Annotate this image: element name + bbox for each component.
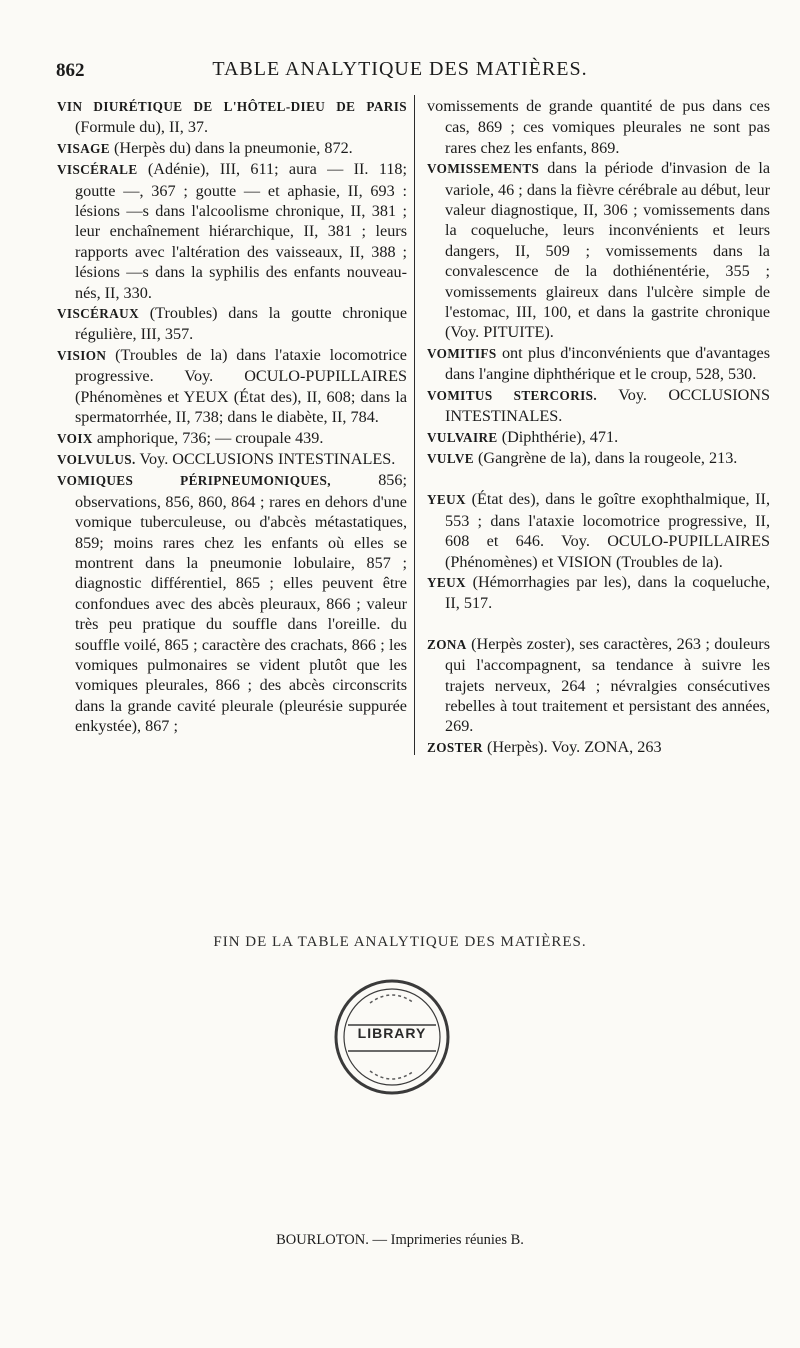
entry-text: (Adénie), III, 611; aura — II. 118; goutte —, 367 ; goutte — et aphasie, II, 693 : lésions —s dans l'alcoolisme chronique, II, 381 ; leur enchaînement hiérarchique, II, 381 ; leurs rapports avec l'altération des vaisseaux, II, 388 ; lésions —s dans la syphilis des enfants nouveau-nés, II, 330. [75,160,407,302]
entry-keyword: VOMITUS STERCORIS. [427,387,598,403]
entry-keyword: VOIX [57,430,93,446]
index-entry [427,489,770,572]
library-stamp [330,975,454,1099]
entry-keyword: VISCÉRALE [57,162,138,178]
index-entry [57,470,407,736]
index-entry [57,96,407,138]
entry-keyword: VOMITIFS [427,345,497,361]
entry-keyword: VISION [57,347,107,363]
entry-text: (Herpès). Voy. ZONA, 263 [482,737,662,756]
entry-text: (Formule du), II, 37. [75,118,209,137]
entry-keyword: VOLVULUS. [57,451,136,467]
entry-keyword: VISAGE [57,140,110,156]
entry-keyword: VISCÉRAUX [57,306,140,322]
entry-text: (Herpès du) dans la pneumonie, 872. [109,138,353,157]
entry-keyword: YEUX [427,574,466,590]
entry-text: (Herpès zoster), ses caractères, 263 ; douleurs qui l'accompagnent, sa tendance à suivre les trajets nerveux, 264 ; névralgies consécutives rebelles à tout traitement et persistant des années, 269. [445,634,770,736]
index-entry [427,448,770,469]
entry-text: (Gangrène de la), dans la rougeole, 213. [473,448,738,467]
entry-keyword: VOMIQUES PÉRIPNEUMONIQUES, [57,473,331,489]
entry-text: 856; observations, 856, 860, 864 ; rares en dehors d'une vomique tuberculeuse, ou d'abcès métastatiques, 859; moins rares chez les enfants où elles se montrent dans la pneumonie lobulaire, 857 ; diagnostic différentiel, 865 ; elles peuvent être confondues avec des abcès pleuraux, 866 ; valeur très peu pratique du souffle dans l'oreille. du souffle voilé, 865 ; caractère des crachats, 866 ; les vomiques pulmonaires se vident plutôt que les vomiques pleurales, 866 ; des abcès circonscrits dans la grande cavité pleurale (pleurésie suppurée enkystée), 867 ; [75,471,407,736]
left-column [57,96,407,737]
entry-text: ont plus d'inconvénients que d'avantages dans l'angine diphthérique et le croup, 528, 530. [445,343,770,384]
right-column [427,96,770,758]
entry-text: dans la période d'invasion de la variole, 46 ; dans la fièvre cérébrale au début, leur valeur diagnostique, II, 306 ; vomissements dans la coqueluche, leurs inconvénients et leurs dangers, II, 509 ; vomissements dans la convalescence de la dothiénentérie, 355 ; vomissements glaireux dans l'ulcère simple de l'estomac, III, 100, et dans la gastrite chronique (Voy. PITUITE). [445,159,770,342]
entry-text: (État des), dans le goître exophthalmique, II, 553 ; dans l'ataxie locomotrice progressive, II, 608 et 646. Voy. OCULO-PUPILLAIRES (Phénomènes) et VISION (Troubles de la). [445,490,770,571]
entry-keyword: VOMISSEMENTS [427,161,540,177]
entry-keyword: ZONA [427,636,467,652]
running-title: TABLE ANALYTIQUE DES MATIÈRES. [212,58,588,80]
index-entry [427,427,770,448]
index-entry [57,138,407,159]
entry-text: (Hémorrhagies par les), dans la coqueluche, II, 517. [445,572,770,613]
entry-text: Voy. OCCLUSIONS INTESTINALES. [135,449,396,468]
column-divider [414,95,415,755]
index-entry [57,428,407,449]
entry-keyword: VULVAIRE [427,429,498,445]
stamp-label: LIBRARY [357,1025,427,1041]
entry-keyword: VULVE [427,450,474,466]
index-entry [427,158,770,343]
entry-keyword: ZOSTER [427,739,483,755]
index-entry [427,737,770,758]
index-entry-continuation [427,96,770,158]
index-entry [57,159,407,303]
entry-text: vomissements de grande quantité de pus dans ces cas, 869 ; ces vomiques pleurales ne sont pas rares chez les enfants, 869. [427,97,770,157]
entry-keyword: VIN DIURÉTIQUE DE L'HÔTEL-DIEU DE PARIS [57,99,407,114]
entry-keyword: YEUX [427,492,466,508]
page-number: 862 [56,60,85,81]
entry-text: (Diphthérie), 471. [497,427,619,446]
entry-text: Voy. OCCLUSIONS INTESTINALES. [445,385,770,426]
entry-text: (Troubles de la) dans l'ataxie locomotrice progressive. Voy. OCULO-PUPILLAIRES (Phénomènes et YEUX (État des), II, 608; dans la spermatorrhée, II, 738; dans le diabète, II, 784. [75,345,407,427]
index-entry [427,343,770,385]
index-entry [57,449,407,470]
index-entry [427,572,770,614]
index-entry [57,345,407,428]
printer-imprint: BOURLOTON. — Imprimeries réunies B. [276,1232,524,1248]
index-entry [57,303,407,345]
index-entry [427,634,770,737]
entry-text: amphorique, 736; — croupale 439. [92,428,324,447]
index-entry [427,385,770,427]
end-of-table-note: FIN DE LA TABLE ANALYTIQUE DES MATIÈRES. [213,934,587,950]
entry-text: (Troubles) dans la goutte chronique régulière, III, 357. [75,304,407,344]
